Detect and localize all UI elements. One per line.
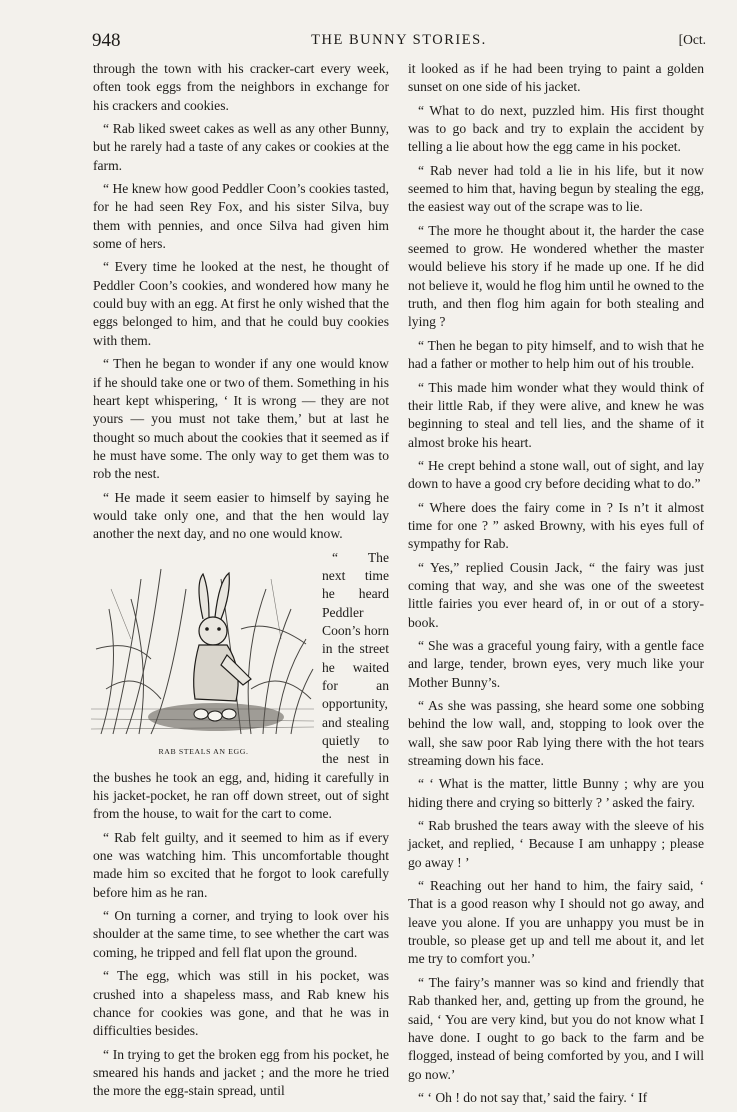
- right-column: [408, 60, 704, 1112]
- paragraph: “ On turning a corner, and trying to look over his shoulder at the same time, to see whether the cart was coming, he tripped and fell flat upon the ground.: [93, 908, 389, 960]
- paragraph: it looked as if he had been trying to paint a golden sunset on one side of his jacket.: [408, 61, 704, 95]
- paragraph: “ The fairy’s manner was so kind and friendly that Rab thanked her, and, getting up from the ground, he said, ‘ You are very kind, but you do not know what I have done. I ought to go back to the farm and be flogged, instead of being comforted by you, and I will go now.’: [408, 974, 704, 1082]
- paragraph: “ Rab liked sweet cakes as well as any other Bunny, but he rarely had a taste of any cakes or cookies at the farm.: [93, 121, 389, 173]
- paragraph: “ Rab felt guilty, and it seemed to him as if every one was watching him. This uncomfortable thought made him so excited that he forgot to look carefully before him as he ran.: [93, 829, 389, 900]
- paragraph: “ She was a graceful young fairy, with a gentle face and large, tender, brown eyes, very much like your Mother Bunny’s.: [408, 637, 704, 690]
- paragraph: “ ‘ Oh ! do not say that,’ said the fairy. ‘ If: [418, 1089, 648, 1105]
- figure-caption: RAB STEALS AN EGG.: [158, 746, 249, 756]
- paragraph: “ He made it seem easier to himself by saying he would take only one, and that the hen would lay another the next day, and no one would know.: [93, 489, 389, 542]
- paragraph: “ Rab never had told a lie in his life, but it now seemed to him that, having begun by stealing the egg, the easiest way out of the scrape was to lie.: [408, 162, 704, 215]
- running-header: [92, 30, 706, 54]
- paragraph: through the town with his cracker-cart every week, often took eggs from the neighbors in exchange for his crackers and cookies.: [93, 61, 389, 113]
- rabbit-illustration-icon: [91, 549, 314, 739]
- paragraph: “ Rab brushed the tears away with the sleeve of his jacket, and replied, ‘ Because I am unhappy ; please go away ! ’: [408, 818, 704, 870]
- paragraph: “ He crept behind a stone wall, out of sight, and lay down to have a good cry before deciding what to do.”: [408, 457, 704, 492]
- page-number: 948: [92, 30, 121, 51]
- paragraph: “ Yes,” replied Cousin Jack, “ the fairy was just coming that way, and she was one of the sweetest little fairies you ever heard of, in or out of a story-book.: [408, 559, 704, 630]
- left-column: [93, 60, 389, 1106]
- paragraph: “ What to do next, puzzled him. His first thought was to go back and try to explain the accident by telling a lie about how the egg came in his pocket.: [408, 102, 704, 155]
- paragraph: “ The egg, which was still in his pocket, was crushed into a shapeless mass, and Rab knew his chance for cookies was gone, and that he was in difficulties besides.: [93, 968, 389, 1039]
- paragraph: “ As she was passing, she heard some one sobbing behind the low wall, and, stopping to look over the wall, she saw poor Rab lying there with the hot tears streaming down his face.: [408, 698, 704, 769]
- running-title: THE BUNNY STORIES.: [311, 32, 487, 48]
- paragraph: “ Where does the fairy come in ? Is n’t it almost time for one ? ” asked Browny, with his eyes full of sympathy for Rab.: [408, 499, 704, 552]
- paragraph: “ This made him wonder what they would think of their little Rab, if they were alive, and knew he was beginning to steal and tell lies, and the shame of it almost broke his heart.: [408, 379, 704, 450]
- paragraph: “ He knew how good Peddler Coon’s cookies tasted, for he had seen Rey Fox, and his sister Silva, buy them with pennies, and once Silva had given him some of hers.: [93, 181, 389, 252]
- paragraph: “ In trying to get the broken egg from his pocket, he smeared his hands and jacket ; and the more he tried the more the egg-stain spread, until: [93, 1046, 389, 1099]
- paragraph: “ Then he began to pity himself, and to wish that he had a father or mother to help him out of his trouble.: [408, 337, 704, 372]
- illustration-figure: [91, 549, 316, 761]
- paragraph: “ The next time he heard Peddler Coon’s horn in the street he waited for an opportunity, and stealing quietly to the nest in the bushes he took an egg, and, hiding it carefully in his jacket-pocket, he ran off down street, out of sight from the house, to wait for the cart to come.: [93, 549, 389, 822]
- issue-month: [Oct.: [678, 32, 706, 47]
- paragraph: “ Every time he looked at the nest, he thought of Peddler Coon’s cookies, and wondered how many he could buy with an egg. At first he only wished that the eggs belonged to him, and that he could buy cookies with them.: [93, 259, 389, 348]
- paragraph: “ The more he thought about it, the harder the case seemed to grow. He wondered whether the master would believe his story if he made up one. If he did not believe it, would he flog him until he owned to the truth, and then flog him again for both stealing and lying ?: [408, 222, 704, 330]
- paragraph: “ Then he began to wonder if any one would know if he should take one or two of them. Something in his heart kept whispering, ‘ It is wrong — they are not yours — you must not take them,’ but at last he thought so much about the cookies that it seemed as if he must have some. The only way to get them was to rob the nest.: [93, 356, 390, 482]
- paragraph: “ Reaching out her hand to him, the fairy said, ‘ That is a good reason why I should not go away, and leave you alone. If you are unhappy you must be in trouble, so please get up and tell me about it, and let me try to comfort you.’: [408, 878, 704, 967]
- paragraph: “ ‘ What is the matter, little Bunny ; why are you hiding there and crying so bitterly ? ’ asked the fairy.: [408, 776, 704, 810]
